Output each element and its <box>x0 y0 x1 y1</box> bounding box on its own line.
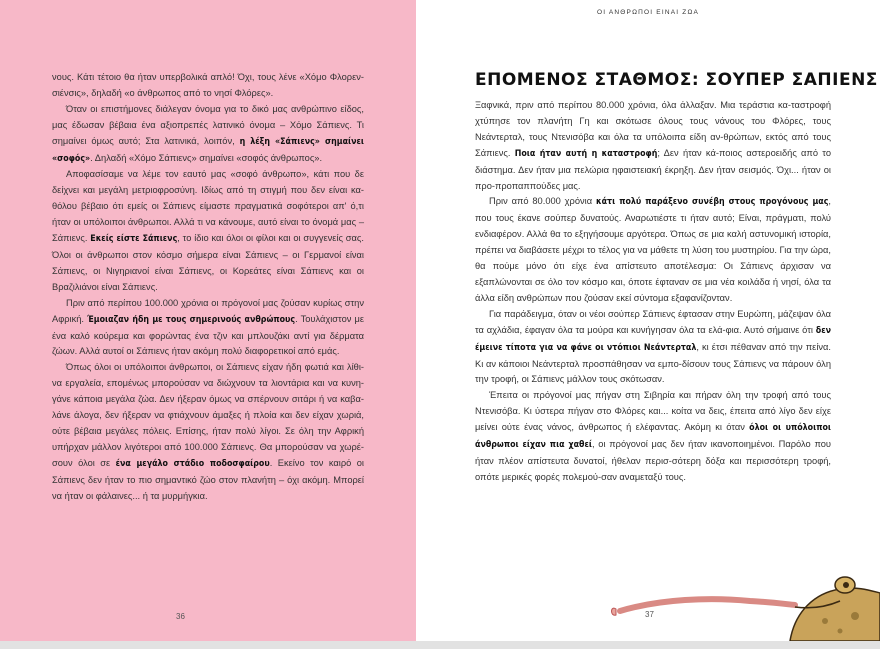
paragraph <box>475 307 831 389</box>
body-text: Όταν οι επιστήμονες διάλεγαν όνομα για το δικό μας ανθρώπινο είδος, μας έδωσαν βέβαια ένα αξιοπρεπές λατινικό όνομα – Χόμο Σάπιενς. Τι σημαίνει όμως αυτό; Στα λατινικά, λοιπόν, <box>52 103 364 146</box>
page-number-right: 37 <box>645 610 654 619</box>
emphasis-text: κάτι πολύ παράξενο συνέβη στους προγόνους μας <box>595 197 829 208</box>
body-text: , κι έτσι πέθαναν από την πείνα. Κι αν κάποιοι Νεάντερταλ προσπάθησαν να εμπο-δίσουν τους Σάπιενς να πάρουν όλη την τροφή, οι Σάπιενς μάλλον τους σκότωσαν. <box>475 341 831 385</box>
paragraph <box>52 70 364 102</box>
running-head: ΟΙ ΑΝΘΡΩΠΟΙ ΕΙΝΑΙ ΖΩΑ <box>596 9 700 16</box>
body-text: Πριν από 80.000 χρόνια <box>489 196 596 207</box>
right-page <box>416 0 880 641</box>
body-text: . Δηλαδή «Χόμο Σάπιενς» σημαίνει «σοφός άνθρωπος». <box>90 152 323 163</box>
body-text: Όπως όλοι οι υπόλοιποι άνθρωποι, οι Σάπιενς είχαν ήδη φωτιά και λίθι-να εργαλεία, επομένως μπορούσαν να διώχνουν τα λιοντάρια και να κυνη-γάνε κάποια μεγάλα ζώα. Δεν ήξεραν όμως να σπέρνουν σιτάρι ή να καβα-λάνε άλογα, δεν ήξεραν να φτιάχνουν άμαξες ή πλοία και δεν είχαν χωριά, ούτε βέβαια μεγάλες πόλεις. Επίσης, ήταν πολύ λίγοι. Σε όλη την Αφρική υπήρχαν μάλλον λιγότεροι από 100.000 Σάπιενς. Θα μπορούσαν να χωρέ-σουν όλοι σε <box>52 362 364 468</box>
left-page <box>0 0 416 641</box>
paragraph <box>52 296 364 361</box>
paragraph <box>52 360 364 504</box>
body-text: , το ίδιο και όλοι οι φίλοι και οι συγγενείς σας. Όλοι οι άνθρωποι στον κόσμο σήμερα είναι Σάπιενς – οι Γερμανοί είναι Σάπιενς, οι Νιγηριανοί είναι Σάπιενς, οι Κορεάτες είναι Σάπιενς και οι Βραζιλιάνοι είναι Σάπιενς. <box>52 233 364 292</box>
body-text: Ξαφνικά, πριν από περίπου 80.000 χρόνια, όλα άλλαξαν. Μια τεράστια κα-ταστροφή χτύπησε τον πλανήτη Γη και σκότωσε όλους τους νάνους του Φλόρες, τους Νεάντερταλ, τους Ντενισόβα και όλα τα υπόλοιπα είδη αν-θρώπων, εκτός από τους Σάπιενς. <box>475 100 831 158</box>
left-body-text <box>52 70 364 504</box>
paragraph <box>475 388 831 485</box>
body-text: . Τουλάχιστον με ένα καλό κούρεμα και φορώντας ένα τζιν και μπλουζάκι αντί για δέρματα ζώων. Αλλά αυτοί οι Σάπιενς ήταν ακόμη πολύ διαφορετικοί από εμάς. <box>52 313 365 357</box>
emphasis-text: η λέξη «Σάπιενς» σημαίνει «σοφός» <box>52 136 364 164</box>
body-text: , που τους έκανε σούπερ δυνατούς. Αναρωτιέστε τι ήταν αυτό; Είναι, πράγματι, πολύ ενδιαφέρον. Αλλά θα το εξηγήσουμε αργότερα. Όπως σε μια καλή αστυνομική ιστορία, πρέπει να διαβάσετε μέχρι το τέλος για να μάθετε τη λύση του μυστηρίου. Για την ώρα, θα πούμε μόνο ότι είχε ένα απίστευτο αποτέλεσμα: Οι Σάπιενς άρχισαν να εξαπλώνονται σε όλο τον κόσμο και, όποτε έφταναν σε μια νέα κοιλάδα ή νησί, όλα τα άλλα είδη ανθρώπων που ζούσαν εκεί σύντομα εξαφανίζονταν. <box>475 196 831 303</box>
page-number-left: 36 <box>176 612 185 621</box>
emphasis-text: Εκείς είστε Σάπιενς <box>90 234 178 245</box>
emphasis-text: όλοι οι υπόλοιποι άνθρωποι είχαν πια χαθεί <box>475 423 831 451</box>
emphasis-text: δεν έμεινε τίποτα για να φάνε οι ντόπιοι Νεάντερταλ <box>475 325 831 353</box>
chapter-heading: ΕΠΟΜΕΝΟΣ ΣΤΑΘΜΟΣ: ΣΟΥΠΕΡ ΣΑΠΙΕΝΣ <box>475 70 878 90</box>
bottom-strip <box>0 641 880 649</box>
body-text: ; Δεν ήταν κά-ποιος αστεροειδής από το διάστημα. Δεν ήταν μια πελώρια ηφαιστειακή έκρηξη. Δεν ήταν σεισμός. Όχι... ήταν οι προ-προπαππούδες μας. <box>475 147 831 191</box>
body-text: Αποφασίσαμε να λέμε τον εαυτό μας «σοφό άνθρωπο», κάτι που δε δείχνει και μεγάλη μετριοφροσύνη. Ιδίως από τη στιγμή που δεν είναι κα-θόλου βέβαιο ότι εμείς οι Σάπιενς είμαστε πραγματικά σοφότεροι απ' ό,τι ήταν οι υπόλοιποι άνθρωποι. Αλλά τι να κάνουμε, αυτό είναι το όνομά μας – Σάπιενς. <box>52 169 364 244</box>
paragraph <box>52 167 364 295</box>
body-text: Για παράδειγμα, όταν οι νέοι σούπερ Σάπιενς έφτασαν στην Ευρώπη, μάζεψαν όλα τα αχλάδια, έφαγαν όλα τα μούρα και κυνήγησαν όλα τα ελά-φια. Αυτό σήμαινε ότι <box>475 308 831 335</box>
emphasis-text: Έμοιαζαν ήδη με τους σημερινούς ανθρώπους <box>87 314 296 325</box>
paragraph <box>475 98 831 194</box>
body-text: νους. Κάτι τέτοιο θα ήταν υπερβολικά απλό! Όχι, τους λένε «Χόμο Φλορεν-σιένσις», δηλαδή «ο άνθρωπος από το νησί Φλόρες». <box>52 72 364 98</box>
paragraph <box>475 194 831 306</box>
body-text: . Εκείνο τον καιρό οι Σάπιενς δεν ήταν το πιο σημαντικό ζώο στον πλανήτη – όχι ακόμη. Μπορεί να ήταν οι φάλαινες... ή τα μυρμήγκια. <box>52 457 364 501</box>
emphasis-text: ένα μεγάλο στάδιο ποδοσφαίρου <box>115 458 270 469</box>
emphasis-text: Ποια ήταν αυτή η καταστροφή <box>514 148 658 159</box>
right-body-text <box>475 98 831 486</box>
paragraph <box>52 102 364 168</box>
frog-icon <box>600 571 880 641</box>
body-text: , οι πρόγονοί μας δεν ήταν ικανοποιημένοι. Παρόλο που ήταν πλέον απίστευτα δυνατοί, ήθελαν περισ-σότερη δόξα και περισσότερη τροφή, οπότε μερικές φορές πολεμού-σαν αναμεταξύ τους. <box>475 439 831 482</box>
body-text: Πριν από περίπου 100.000 χρόνια οι πρόγονοί μας ζούσαν κυρίως στην Αφρική. <box>52 297 364 324</box>
body-text: Έπειτα οι πρόγονοί μας πήγαν στη Σιβηρία και πήραν όλη την τροφή από τους Ντενισόβα. Κι ύστερα πήγαν στο Φλόρες και... κοίτα να δεις, έπειτα από λίγο δεν είχε μείνει ούτε ένας νάνος, άνθρωπος ή ελέφαντας. Ακόμη κι όταν <box>475 390 831 433</box>
